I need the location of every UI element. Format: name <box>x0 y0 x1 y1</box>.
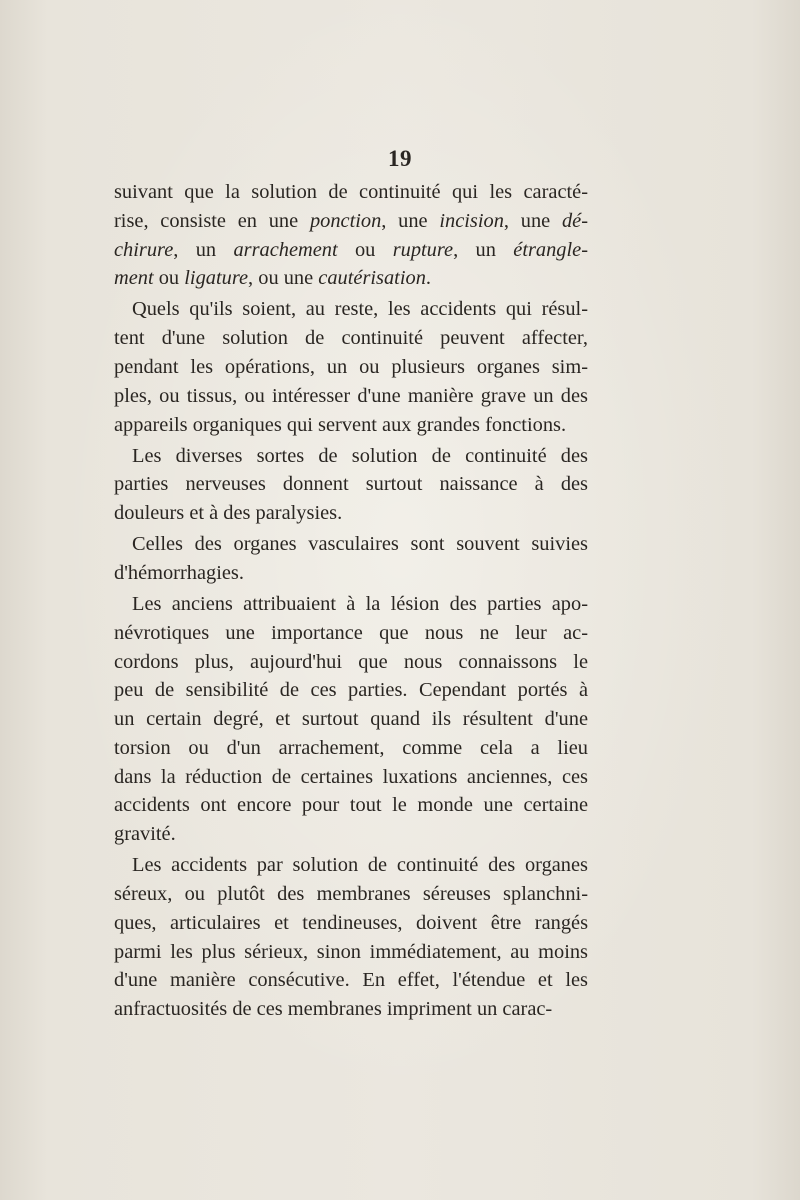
text-line <box>114 995 588 1024</box>
text-segment: pendant les opérations, un ou plusieurs organes sim- <box>114 355 588 378</box>
text-line <box>114 530 588 559</box>
text-segment: tent d'une solution de continuité peuvent affecter, <box>114 327 588 350</box>
text-line <box>114 470 588 499</box>
text-segment: ples, ou tissus, ou intéresser d'une manière grave un des <box>114 384 588 407</box>
text-line <box>114 648 588 677</box>
italic-term: chirure <box>114 238 174 261</box>
text-line <box>114 938 588 967</box>
italic-term: arrachement <box>233 238 338 261</box>
text-segment: peu de sensibilité de ces parties. Cependant portés à <box>114 679 588 702</box>
text-segment: dans la réduction de certaines luxations anciennes, ces <box>114 765 588 788</box>
text-segment: séreux, ou plutôt des membranes séreuses splanchni- <box>114 883 588 906</box>
text-segment: torsion ou d'un arrachement, comme cela a lieu <box>114 736 588 759</box>
text-line <box>114 382 588 411</box>
body-text <box>114 178 588 1024</box>
text-line <box>114 763 588 792</box>
paragraph <box>114 442 588 528</box>
text-segment: un certain degré, et surtout quand ils résultent d'une <box>114 708 588 731</box>
text-segment: ques, articulaires et tendineuses, doivent être rangés <box>114 911 588 934</box>
text-segment: suivant que la solution de continuité qui les caracté- <box>114 181 588 203</box>
text-line <box>114 820 588 849</box>
text-segment: Les diverses sortes de solution de continuité des <box>132 444 588 467</box>
text-segment: ou <box>337 238 393 261</box>
text-segment: , un <box>453 238 514 261</box>
text-segment: parties nerveuses donnent surtout naissance à des <box>114 473 588 496</box>
paragraph <box>114 295 588 439</box>
paragraph <box>114 590 588 849</box>
text-line <box>114 264 588 293</box>
text-line <box>114 734 588 763</box>
text-line <box>114 619 588 648</box>
text-line <box>114 324 588 353</box>
italic-term: étrangle- <box>513 238 589 261</box>
text-line <box>114 353 588 382</box>
text-line <box>114 909 588 938</box>
text-segment: Les accidents par solution de continuité des organes <box>132 854 588 877</box>
text-line <box>114 295 588 324</box>
text-segment: Quels qu'ils soient, au reste, les accidents qui résul- <box>132 298 588 321</box>
italic-term: rupture <box>392 238 454 261</box>
text-segment: anfractuosités de ces membranes impriment un carac- <box>114 998 553 1021</box>
text-line <box>114 442 588 471</box>
paragraph <box>114 851 588 1024</box>
italic-term: ment <box>114 267 154 290</box>
text-line <box>114 880 588 909</box>
page-number: 19 <box>388 146 412 171</box>
text-line <box>114 499 588 528</box>
italic-term: ponction <box>309 209 382 232</box>
text-segment: douleurs et à des paralysies. <box>114 502 343 525</box>
text-segment: parmi les plus sérieux, sinon immédiatement, au moins <box>114 940 588 963</box>
text-segment: , une <box>381 209 440 232</box>
text-segment: . <box>425 267 431 290</box>
text-line <box>114 178 588 207</box>
text-segment: névrotiques une importance que nous ne leur ac- <box>114 621 588 644</box>
paragraph <box>114 178 588 293</box>
italic-term: incision <box>439 209 504 232</box>
italic-term: cautérisation <box>318 267 426 290</box>
text-line <box>114 590 588 619</box>
text-segment: Celles des organes vasculaires sont souvent suivies <box>132 533 588 556</box>
text-segment: cordons plus, aujourd'hui que nous connaissons le <box>114 650 588 673</box>
text-segment: ou <box>153 267 185 290</box>
text-line <box>114 207 588 236</box>
text-line <box>114 411 588 440</box>
italic-term: dé- <box>561 209 589 232</box>
paragraph <box>114 530 588 588</box>
text-line <box>114 559 588 588</box>
text-segment: d'hémorrhagies. <box>114 561 244 584</box>
text-line <box>114 791 588 820</box>
text-segment: , ou une <box>248 267 319 290</box>
text-line <box>114 851 588 880</box>
text-line <box>114 966 588 995</box>
text-segment: appareils organiques qui servent aux grandes fonctions. <box>114 413 567 436</box>
italic-term: ligature <box>184 267 249 290</box>
text-line <box>114 705 588 734</box>
text-segment: gravité. <box>114 823 176 846</box>
text-line <box>114 236 588 265</box>
text-segment: accidents ont encore pour tout le monde une certaine <box>114 794 588 817</box>
text-segment: d'une manière consécutive. En effet, l'étendue et les <box>114 969 588 992</box>
text-segment: Les anciens attribuaient à la lésion des parties apo- <box>132 592 588 615</box>
text-segment: rise, consiste en une <box>114 209 310 232</box>
text-line <box>114 676 588 705</box>
text-segment: , une <box>503 209 562 232</box>
text-segment: , un <box>173 238 234 261</box>
